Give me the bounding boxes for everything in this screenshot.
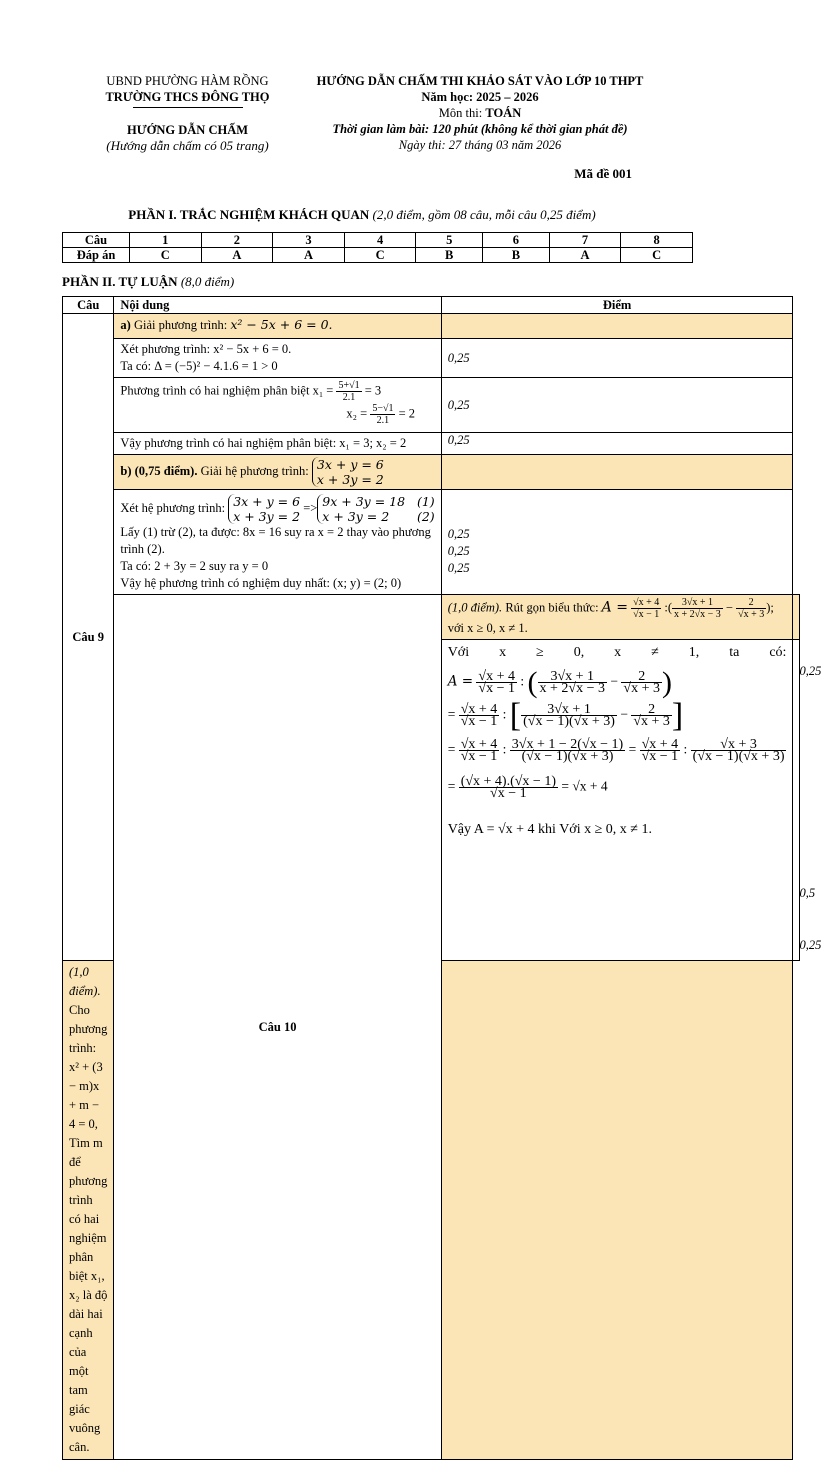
q10-s4-den: √x − 1 [490, 786, 527, 801]
q10-h-num3: 2 [736, 597, 766, 609]
q10-s1-den1: √x − 1 [478, 681, 516, 696]
q9-a-step1 [114, 339, 441, 378]
q9-b-step1-arrow: => [303, 500, 318, 515]
q9-b-system [312, 457, 384, 487]
q10-s2-frac1 [459, 704, 500, 727]
q10-heading-frac2 [672, 597, 723, 620]
q10-s3-frac3 [640, 739, 681, 762]
q10-heading-text: Rút gọn biểu thức: [502, 600, 602, 615]
q10-s3-frac4 [691, 739, 787, 762]
cell-q6: 6 [483, 233, 550, 248]
q10-s3-num2: 3√x + 1 − 2(√x − 1) [511, 737, 624, 752]
q9-a-step3-score: 0,25 [441, 433, 793, 455]
q10-s1-colon: : [520, 673, 525, 689]
q9-a-step1-row [63, 339, 800, 378]
q10-heading: (1,0 điểm). Rút gọn biểu thức: A = $\frac{√x + 4}{√x - 1}$ :( $\frac{3√x + 1}{x + 2√x - 3}$ − $\frac{2}{√x + 3}$ ); với x ≥ 0, x ≠ 1. [441, 595, 793, 640]
cell-a3: A [273, 248, 345, 263]
school-name: TRƯỜNG THCS ĐÔNG THỌ [105, 90, 270, 104]
q10-h-num1: √x + 4 [633, 597, 660, 608]
q9-a-heading [114, 314, 441, 339]
q10-s1-num3: 2 [621, 671, 662, 683]
q9-b-step1-system2 [317, 494, 434, 524]
cell-q2: 2 [201, 233, 273, 248]
q9-a-step1-line2: Ta có: Δ = (−5)² − 4.1.6 = 1 > 0 [120, 359, 278, 373]
q10-cond-word: 1, [688, 645, 700, 660]
q9-x1-denominator: 2.1 [342, 392, 356, 403]
q9-b-heading-score [441, 455, 793, 490]
cell-a2: A [201, 248, 273, 263]
q9-b-step3-score: 0,25 [447, 544, 470, 558]
cell-a6: B [483, 248, 550, 263]
cell-q1: 1 [130, 233, 202, 248]
q10-step-score: 0,5 [799, 886, 816, 900]
q9-b-step2: Lấy (1) trừ (2), ta được: 8x = 16 suy ra x = 2 thay vào phương trình (2). [120, 525, 431, 556]
q10-s2-num2: 3√x + 1 [521, 704, 617, 716]
q9-a-step3: Vậy phương trình có hai nghiệm phân biệt: x₁ = 3; x₂ = 2 [114, 433, 441, 455]
q9-a-heading-score [441, 314, 793, 339]
q9-label: Câu 9 [63, 314, 114, 961]
doc-type: HƯỚNG DẪN CHẤM [126, 123, 249, 137]
q10-s3-num4: √x + 3 [691, 739, 787, 751]
q9-a-step1-score: 0,25 [441, 339, 793, 378]
q10-s2-eq: = [447, 706, 456, 722]
q10-cond-word: x [614, 645, 622, 660]
q10-h-den3: √x + 3 [738, 609, 765, 620]
subject-value: TOÁN [485, 106, 522, 120]
q11-text: Cho phương trình: x² + (3 − m)x + m − 4 = 0, Tìm m để phương trình có hai nghiệm phân biệt x₁, x₂ là độ dài hai cạnh của một tam giác vuông cân. [69, 1003, 108, 1454]
q9-b-step4-score: 0,25 [447, 561, 470, 575]
q10-s3-eq2: = [628, 741, 637, 757]
q10-s4-frac [459, 776, 558, 799]
q10-s1-minus: − [610, 673, 619, 689]
q10-s3-frac1 [459, 739, 500, 762]
q9-b-step1-eq1: 3x + y = 6 [233, 494, 301, 509]
q10-s3-den1: √x − 1 [460, 749, 498, 764]
q9-a-step2-row [63, 378, 800, 433]
q9-b-step1-eq4: x + 3y = 2 (2) [322, 509, 435, 524]
exam-duration: Thời gian làm bài: 120 phút (không kể thời gian phát đề) [332, 122, 628, 136]
col-header-content: Nội dung [114, 297, 441, 314]
q10-s1-den3: √x + 3 [623, 681, 660, 696]
cell-q7: 7 [549, 233, 621, 248]
q10-cond-word: 0, [573, 645, 585, 660]
cell-a1: C [130, 248, 202, 263]
part2-heading: PHẦN II. TỰ LUẬN [62, 274, 178, 289]
q10-heading-a: A = [601, 599, 628, 616]
school-year: Năm học: 2025 – 2026 [421, 90, 539, 104]
q9-x2-text: x₂ = [346, 406, 371, 421]
q9-x2-fraction [370, 403, 395, 426]
cell-a5: B [416, 248, 483, 263]
exam-code: Mã đề 001 [574, 166, 632, 181]
q10-s3-eq: = [447, 741, 456, 757]
q10-cond-score: 0,25 [799, 664, 821, 678]
q9-b-eq1: 3x + y = 6 [316, 457, 384, 472]
q9-b-step1 [120, 494, 434, 524]
q10-s2-den1: √x − 1 [460, 714, 498, 729]
q10-step2: = $\frac{√x + 4}{√x - 1}$ : [ $\frac{3√x + 1}{(√x - 1)(√x + 3)}$ − $\frac{2}{√x + 3}$ ] [447, 697, 684, 734]
q10-s2-den2: (√x − 1)(√x + 3) [523, 714, 615, 729]
cell-q3: 3 [273, 233, 345, 248]
q10-s1-frac3 [621, 671, 662, 694]
q10-s3-num1: √x + 4 [460, 737, 498, 752]
q10-step4 [448, 776, 787, 799]
q10-cond-word: Với [447, 645, 470, 660]
part2-title [62, 274, 234, 290]
q10-heading-row [63, 595, 800, 640]
q10-s2-num1: √x + 4 [460, 702, 498, 717]
q9-a-text: Giải phương trình: [130, 318, 231, 332]
q9-x2-result: = 2 [395, 406, 416, 421]
exam-date: Ngày thi: 27 tháng 03 năm 2026 [398, 138, 562, 152]
cell-a8: C [621, 248, 693, 263]
cell-label-question: Câu [63, 233, 130, 248]
header-left [60, 73, 315, 154]
q9-b-step1-eq3: 9x + 3y = 18 (1) [322, 494, 435, 509]
q10-s3-colon: : [502, 741, 507, 757]
q10-cond-word: ta [729, 645, 740, 660]
q10-s1-den2: x + 2√x − 3 [539, 681, 606, 696]
q10-step3 [448, 739, 787, 762]
q9-x1-numerator: 5+√1 [338, 380, 360, 391]
answer-table-row-questions [63, 233, 693, 248]
q10-s3-num3: √x + 4 [641, 737, 679, 752]
exam-title: HƯỚNG DẪN CHẤM THI KHẢO SÁT VÀO LỚP 10 THPT [316, 74, 644, 88]
q10-s1-num2: 3√x + 1 [538, 671, 607, 683]
q9-a-step2-text: Phương trình có hai nghiệm phân biệt x₁ = [120, 383, 337, 398]
q10-final: Vậy A = √x + 4 khi Với x ≥ 0, x ≠ 1. [447, 822, 652, 837]
q9-a-step3-row [63, 433, 800, 455]
q9-a-step2-score: 0,25 [441, 378, 793, 433]
q9-b-steps [114, 490, 441, 595]
cell-label-answer: Đáp án [63, 248, 130, 263]
q10-cond-word: ≠ [651, 645, 659, 660]
q9-b-step4: Vậy hệ phương trình có nghiệm duy nhất: (x; y) = (2; 0) [120, 576, 402, 590]
q10-step1: A = $\frac{√x + 4}{√x - 1}$ : ( $\frac{3√x + 1}{x + 2√x - 3}$ − $\frac{2}{√x + 3}$ ) [447, 666, 672, 699]
q9-x1-result: = 3 [361, 383, 382, 398]
q10-s2-frac3 [631, 704, 672, 727]
q10-heading-note: (1,0 điểm). [447, 600, 503, 615]
q10-scores [793, 640, 821, 961]
q10-h-den1: √x − 1 [633, 609, 660, 620]
q9-b-heading-row [63, 455, 800, 490]
col-header-question: Câu [63, 297, 114, 314]
q9-b-step1-eq2: x + 3y = 2 [233, 509, 301, 524]
q10-s2-num3: 2 [631, 704, 672, 716]
q9-a-label: a) [120, 318, 131, 332]
q9-b-step2-score: 0,25 [447, 527, 470, 541]
q10-s3-den4: (√x − 1)(√x + 3) [692, 749, 785, 764]
school-underline [133, 107, 243, 108]
q9-b-eq2: x + 3y = 2 [316, 472, 384, 487]
q10-s2-colon: : [502, 706, 507, 722]
q10-s3-colon2: : [683, 741, 688, 757]
q10-s2-frac2 [521, 704, 617, 727]
cell-q4: 4 [344, 233, 416, 248]
q10-h-minus: − [725, 600, 733, 615]
q10-solution [441, 640, 793, 961]
q9-x2-numerator: 5−√1 [372, 403, 394, 414]
q10-condition-line [448, 644, 787, 661]
q10-h-den2: x + 2√x − 3 [674, 609, 721, 620]
part1-heading: PHẦN I. TRẮC NGHIỆM KHÁCH QUAN [128, 207, 370, 222]
cell-q5: 5 [416, 233, 483, 248]
subject [300, 105, 660, 121]
q9-x2-denominator: 2.1 [376, 415, 390, 426]
cell-a4: C [344, 248, 416, 263]
q10-final-score: 0,25 [799, 938, 821, 952]
q9-b-scores [441, 490, 793, 595]
q10-s2-minus: − [620, 706, 628, 722]
q9-a-step2 [114, 378, 441, 433]
q9-a-equation: x² − 5x + 6 = 0. [230, 317, 333, 332]
header-right [300, 73, 660, 153]
q10-h-colon: : [664, 600, 668, 615]
q10-s1-frac1 [476, 671, 517, 694]
grading-table-header [63, 297, 800, 314]
q11-heading [63, 961, 114, 1460]
answer-table [62, 232, 693, 263]
q9-b-step3: Ta có: 2 + 3y = 2 suy ra y = 0 [120, 559, 269, 573]
part1-note: (2,0 điểm, gồm 08 câu, mỗi câu 0,25 điểm) [372, 207, 596, 222]
q10-h-num2: 3√x + 1 [672, 597, 723, 609]
q10-s3-frac2 [510, 739, 625, 762]
answer-table-row-answers [63, 248, 693, 263]
q10-heading-frac3 [736, 597, 766, 620]
subject-label: Môn thi: [438, 106, 486, 120]
q10-s4-num: (√x + 4).(√x − 1) [460, 774, 556, 789]
grading-table [62, 296, 821, 1460]
q10-s3-den3: √x − 1 [641, 749, 679, 764]
q9-b-step1-text: Xét hệ phương trình: [120, 500, 229, 515]
q9-x1-fraction [336, 380, 361, 403]
cell-a7: A [549, 248, 621, 263]
q11-note: (1,0 điểm). [69, 965, 101, 998]
q9-b-step1-system1 [228, 494, 300, 524]
q10-s1-num1: √x + 4 [478, 669, 516, 684]
q10-step1-a: A = [447, 673, 474, 690]
q10-heading-score [793, 595, 800, 640]
authority-name: UBND PHƯỜNG HÀM RỒNG [106, 74, 269, 88]
q10-label: Câu 10 [114, 595, 441, 1460]
q10-cond-word: ≥ [536, 645, 544, 660]
q10-cond-word: x [499, 645, 507, 660]
cell-q8: 8 [621, 233, 693, 248]
q9-a-step2-x1 [120, 380, 434, 403]
q9-b-heading [114, 455, 441, 490]
col-header-score: Điểm [441, 297, 793, 314]
q9-b-step1-row [63, 490, 800, 595]
q10-heading-condition: ; với x ≥ 0, x ≠ 1. [447, 600, 774, 635]
q9-a-heading-row [63, 314, 800, 339]
q10-s3-den2: (√x − 1)(√x + 3) [521, 749, 614, 764]
q10-heading-frac1 [631, 597, 661, 620]
q11-heading-score [441, 961, 793, 1460]
q10-cond-word: có: [769, 645, 787, 660]
q9-a-step1-line1: Xét phương trình: x² − 5x + 6 = 0. [120, 342, 292, 356]
q9-a-step2-x2 [120, 403, 434, 426]
q9-b-label: b) (0,75 điểm). [120, 463, 198, 478]
q10-s4-result: = √x + 4 [561, 778, 608, 794]
part2-note: (8,0 điểm) [180, 274, 235, 289]
q10-s4-eq: = [447, 778, 456, 794]
q9-b-text: Giải hệ phương trình: [197, 463, 312, 478]
q10-s2-den3: √x + 3 [633, 714, 670, 729]
part1-title [0, 207, 724, 223]
page-count-note: (Hướng dẫn chấm có 05 trang) [106, 138, 269, 153]
q10-s1-frac2 [538, 671, 607, 694]
